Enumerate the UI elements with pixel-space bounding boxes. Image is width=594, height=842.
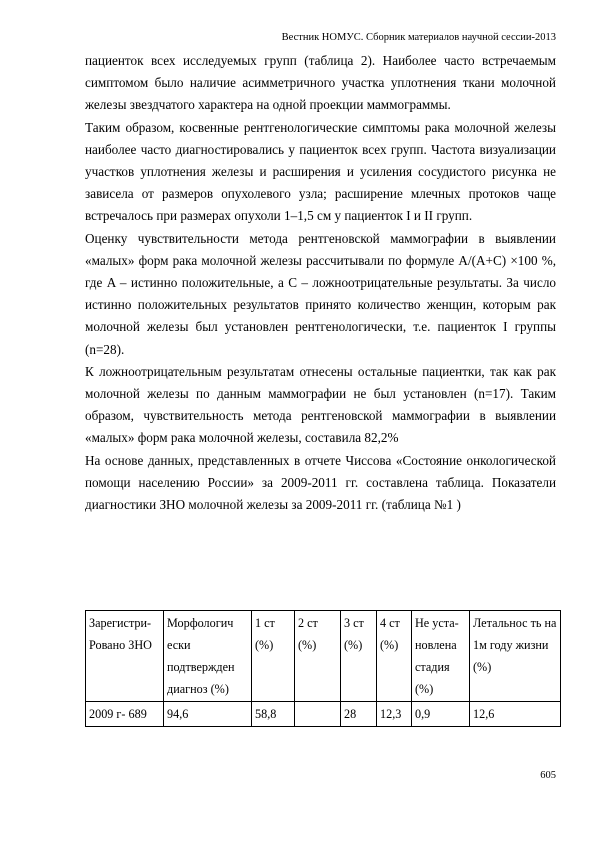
body-text — [85, 50, 556, 516]
paragraph: На основе данных, представленных в отчете Чиссова «Состояние онкологической помощи населению России» за 2009-2011 гг. составлена таблица. Показатели диагностики ЗНО молочной железы за 2009-2011 гг. (таблица №1 ) — [85, 452, 556, 513]
table-cell: 58,8 — [252, 702, 295, 727]
table-header-cell: 1 ст (%) — [252, 611, 295, 702]
table-row — [86, 702, 561, 727]
table-cell: 2009 г- 689 — [86, 702, 164, 727]
table-cell: 94,6 — [164, 702, 252, 727]
diagnostics-table — [85, 610, 561, 727]
table-header-cell: 2 ст (%) — [295, 611, 341, 702]
paragraph: Таким образом, косвенные рентгенологические симптомы рака молочной железы наиболее часто диагностировались у пациенток всех групп. Частота визуализации участков уплотнения железы и расширения и усиления сосудистого рисунка не зависела от размеров опухолевого узла; расширение млечных протоков чаще встречалось при размерах опухоли 1–1,5 см у пациенток I и II групп. — [85, 119, 556, 224]
page-number: 605 — [540, 770, 556, 781]
table-cell: 12,3 — [377, 702, 412, 727]
paragraph: К ложноотрицательным результатам отнесены остальные пациентки, так как рак молочной железы по данным маммографии не был установлен (n=17). Таким образом, чувствительность метода рентгеновской маммографии в выявлении «малых» форм рака молочной железы, составила 82,2% — [85, 363, 556, 446]
paragraph: Оценку чувствительности метода рентгеновской маммографии в выявлении «малых» форм рака молочной железы рассчитывали по формуле A/(A+C) ×100 %, где A – истинно положительные, а C – ложноотрицательные результаты. За число истинно положительных результатов принято количество женщин, которым рак молочной железы был установлен рентгенологически, т.е. пациенток I группы (n=28). — [85, 230, 556, 357]
table-header-cell: Морфологич ески подтвержден диагноз (%) — [164, 611, 252, 702]
running-header: Вестник НОМУС. Сборник материалов научной сессии-2013 — [281, 32, 556, 43]
paragraph: пациенток всех исследуемых групп (таблица 2). Наиболее часто встречаемым симптомом было наличие асимметричного участка уплотнения ткани молочной железы звездчатого характера на одной проекции маммограммы. — [85, 53, 556, 113]
table-header-cell: Не уста-новлена стадия (%) — [412, 611, 470, 702]
table-cell: 12,6 — [470, 702, 561, 727]
table-cell: 28 — [341, 702, 377, 727]
table-header-cell: Зарегистри-Ровано ЗНО — [86, 611, 164, 702]
table-cell: 0,9 — [412, 702, 470, 727]
table-cell — [295, 702, 341, 727]
table-header-cell: 3 ст (%) — [341, 611, 377, 702]
table-header-row — [86, 611, 561, 702]
table-header-cell: 4 ст (%) — [377, 611, 412, 702]
table-header-cell: Летальнос ть на 1м году жизни (%) — [470, 611, 561, 702]
